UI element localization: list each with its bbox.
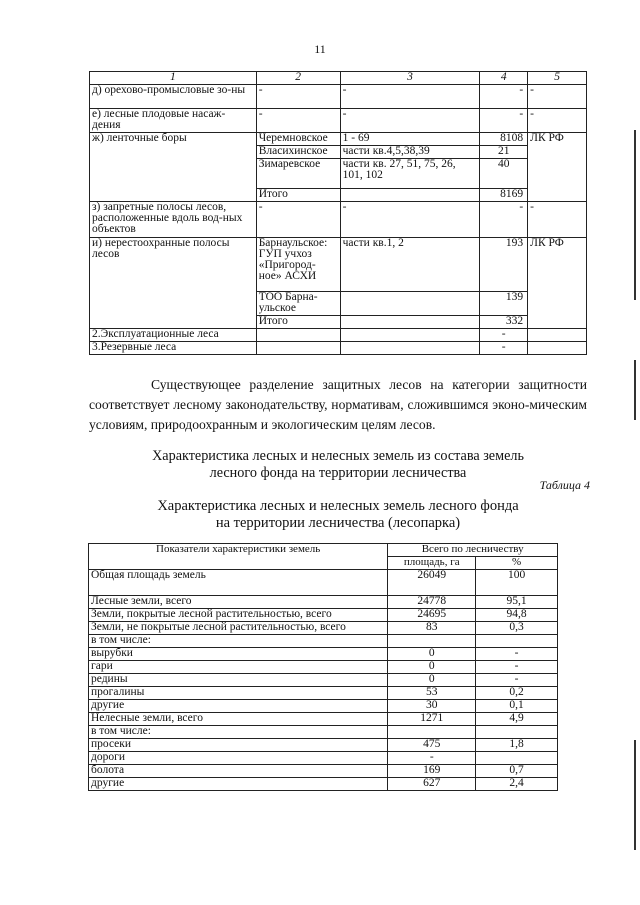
- header-cell: 4: [480, 72, 528, 85]
- indicator-cell: прогалины: [89, 687, 388, 700]
- percent-cell: -: [476, 648, 558, 661]
- table-row: [89, 700, 558, 713]
- area-cell: 24695: [388, 609, 476, 622]
- percent-cell: -: [476, 661, 558, 674]
- indicator-cell: другие: [89, 778, 388, 791]
- forestry-cell: Власихинское: [256, 146, 340, 159]
- table-header-row: [90, 72, 587, 85]
- indicator-cell: просеки: [89, 739, 388, 752]
- area-cell: 193: [480, 238, 528, 292]
- area-cell: 0: [388, 674, 476, 687]
- forestry-cell: [256, 342, 340, 355]
- table-row: [90, 202, 587, 238]
- forestry-cell: -: [256, 109, 340, 133]
- area-cell: 0: [388, 661, 476, 674]
- land-characteristics-table: [88, 543, 558, 791]
- indicator-cell: гари: [89, 661, 388, 674]
- table-row: [90, 238, 587, 292]
- area-cell: 332: [480, 316, 528, 329]
- table-row: [89, 635, 558, 648]
- area-cell: 1271: [388, 713, 476, 726]
- forestry-cell: ТОО Барна-ульское: [256, 292, 340, 316]
- table-row: [89, 648, 558, 661]
- table-row: [89, 765, 558, 778]
- category-cell: д) орехово-промысловые зо-ны: [90, 85, 257, 109]
- quarters-cell: [340, 316, 480, 329]
- quarters-cell: [340, 329, 480, 342]
- percent-cell: -: [476, 674, 558, 687]
- indicator-cell: Нелесные земли, всего: [89, 713, 388, 726]
- scan-edge-line: [634, 130, 636, 300]
- indicator-cell: вырубки: [89, 648, 388, 661]
- forestry-cell: Итого: [256, 189, 340, 202]
- area-cell: 26049: [388, 570, 476, 596]
- forestry-cell: -: [256, 202, 340, 238]
- area-cell: 169: [388, 765, 476, 778]
- table-row: [89, 674, 558, 687]
- indicator-cell: Общая площадь земель: [89, 570, 388, 596]
- table-row: [89, 778, 558, 791]
- percent-cell: 0,2: [476, 687, 558, 700]
- percent-cell: 4,9: [476, 713, 558, 726]
- table-row: [89, 596, 558, 609]
- area-cell: -: [388, 752, 476, 765]
- table-header-row: [89, 544, 558, 557]
- area-cell: -: [480, 109, 528, 133]
- area-cell: 30: [388, 700, 476, 713]
- header-area: площадь, га: [388, 557, 476, 570]
- table-row: [90, 133, 587, 146]
- forestry-cell: Итого: [256, 316, 340, 329]
- indicator-cell: Земли, покрытые лесной растительностью, всего: [89, 609, 388, 622]
- body-paragraph: Существующее разделение защитных лесов на категории защитности соответствует лесному законодательству, нормативам, сложившимся эконо-мическим условиям, природоохранным и экологическим целям лесов.: [89, 377, 587, 432]
- table-title-line-2: на территории лесничества (лесопарка): [215, 515, 461, 531]
- category-cell: и) нерестоохранные полосы лесов: [90, 238, 257, 329]
- percent-cell: [476, 726, 558, 739]
- percent-cell: 2,4: [476, 778, 558, 791]
- percent-cell: [476, 752, 558, 765]
- percent-cell: 0,3: [476, 622, 558, 635]
- quarters-cell: части кв. 27, 51, 75, 26, 101, 102: [340, 159, 480, 189]
- area-cell: 8169: [480, 189, 528, 202]
- table-row: [90, 342, 587, 355]
- indicator-cell: дороги: [89, 752, 388, 765]
- area-cell: -: [480, 342, 528, 355]
- percent-cell: 100: [476, 570, 558, 596]
- area-cell: -: [480, 329, 528, 342]
- section-title-line-2: лесного фонда на территории лесничества: [209, 465, 467, 481]
- basis-cell: -: [528, 202, 587, 238]
- category-cell: 3.Резервные леса: [90, 342, 257, 355]
- table-row: [89, 570, 558, 596]
- quarters-cell: [340, 292, 480, 316]
- percent-cell: 94,8: [476, 609, 558, 622]
- header-total: Всего по лесничеству: [388, 544, 558, 557]
- forestry-cell: [256, 329, 340, 342]
- page-number: 11: [314, 42, 326, 56]
- table-label: Таблица 4: [539, 478, 590, 492]
- indicator-cell: в том числе:: [89, 635, 388, 648]
- quarters-cell: -: [340, 109, 480, 133]
- area-cell: 627: [388, 778, 476, 791]
- header-cell: 5: [528, 72, 587, 85]
- header-percent: %: [476, 557, 558, 570]
- forestry-cell: -: [256, 85, 340, 109]
- category-cell: ж) ленточные боры: [90, 133, 257, 202]
- table-row: [89, 739, 558, 752]
- header-cell: 3: [340, 72, 480, 85]
- table-row: [89, 726, 558, 739]
- area-cell: 53: [388, 687, 476, 700]
- category-cell: е) лесные плодовые насаж-дения: [90, 109, 257, 133]
- category-cell: з) запретные полосы лесов, расположенные вдоль вод-ных объектов: [90, 202, 257, 238]
- forestry-cell: Черемновское: [256, 133, 340, 146]
- area-cell: [388, 635, 476, 648]
- table-row: [89, 609, 558, 622]
- indicator-cell: редины: [89, 674, 388, 687]
- quarters-cell: 1 - 69: [340, 133, 480, 146]
- section-title-line-1: Характеристика лесных и нелесных земель из состава земель: [152, 448, 524, 464]
- basis-cell: [528, 329, 587, 342]
- indicator-cell: Лесные земли, всего: [89, 596, 388, 609]
- percent-cell: 1,8: [476, 739, 558, 752]
- table-row: [89, 622, 558, 635]
- scan-edge-line: [634, 740, 636, 850]
- table-title-line-1: Характеристика лесных и нелесных земель лесного фонда: [157, 498, 519, 514]
- basis-cell: ЛК РФ: [528, 133, 587, 202]
- indicator-cell: болота: [89, 765, 388, 778]
- indicator-cell: Земли, не покрытые лесной растительностью, всего: [89, 622, 388, 635]
- table-row: [89, 713, 558, 726]
- basis-cell: ЛК РФ: [528, 238, 587, 329]
- protective-forests-table: [89, 71, 587, 355]
- quarters-cell: [340, 342, 480, 355]
- area-cell: 475: [388, 739, 476, 752]
- area-cell: -: [480, 85, 528, 109]
- percent-cell: 0,7: [476, 765, 558, 778]
- table-row: [89, 752, 558, 765]
- percent-cell: [476, 635, 558, 648]
- percent-cell: 95,1: [476, 596, 558, 609]
- area-cell: 139: [480, 292, 528, 316]
- percent-cell: 0,1: [476, 700, 558, 713]
- area-cell: 8108: [480, 133, 528, 146]
- area-cell: 0: [388, 648, 476, 661]
- table-row: [89, 687, 558, 700]
- forestry-cell: Зимаревское: [256, 159, 340, 189]
- quarters-cell: части кв.1, 2: [340, 238, 480, 292]
- quarters-cell: [340, 189, 480, 202]
- header-cell: 2: [256, 72, 340, 85]
- indicator-cell: в том числе:: [89, 726, 388, 739]
- quarters-cell: -: [340, 85, 480, 109]
- basis-cell: -: [528, 109, 587, 133]
- table-row: [90, 109, 587, 133]
- quarters-cell: -: [340, 202, 480, 238]
- quarters-cell: части кв.4,5,38,39: [340, 146, 480, 159]
- header-cell: 1: [90, 72, 257, 85]
- table-row: [89, 661, 558, 674]
- area-cell: [388, 726, 476, 739]
- header-indicator: Показатели характеристики земель: [89, 544, 388, 570]
- area-cell: 21: [480, 146, 528, 159]
- indicator-cell: другие: [89, 700, 388, 713]
- area-cell: 40: [480, 159, 528, 189]
- table-row: [90, 329, 587, 342]
- area-cell: 83: [388, 622, 476, 635]
- area-cell: -: [480, 202, 528, 238]
- scan-edge-line: [634, 360, 636, 420]
- area-cell: 24778: [388, 596, 476, 609]
- category-cell: 2.Эксплуатационные леса: [90, 329, 257, 342]
- forestry-cell: Барнаульское: ГУП учхоз «Пригород-ное» АСХИ: [256, 238, 340, 292]
- table-row: [90, 85, 587, 109]
- basis-cell: [528, 342, 587, 355]
- basis-cell: -: [528, 85, 587, 109]
